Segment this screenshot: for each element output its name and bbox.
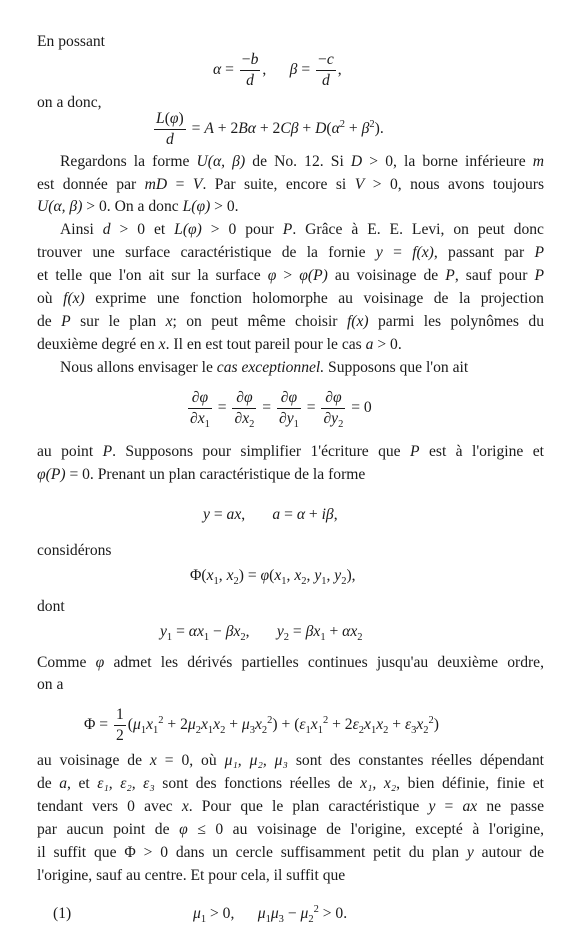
equation-condition: $\mu_1 > 0$, $\mu_1\mu_3 - \mu_2^2 > 0$.: [193, 903, 348, 926]
text-line: dont: [37, 598, 65, 615]
equation-y1-y2: $y_1 = \alpha x_1 - \beta x_2$, $y_2 = \beta x_1 + \alpha x_2$: [160, 623, 363, 644]
equation-partials: $\frac{\partial\varphi}{\partial x_1}$ = $\frac{\partial\varphi}{\partial x_2}$ = $\frac{\partial\varphi}{\partial y_1}$ = $\frac{\partial\varphi}{\partial y_2}$ = 0: [190, 389, 372, 431]
equation-L-phi: $\frac{L(\varphi)}{d}$ = $A + 2B\alpha + 2C\beta + D(\alpha^2 + \beta^2)$.: [156, 110, 384, 148]
text-line: deuxième degré en x. Il en est tout pareil pour le cas a > 0.: [37, 336, 402, 353]
text-line: par aucun point de φ ≤ 0 au voisinage de l'origine, excepté à l'origine,: [37, 821, 545, 838]
text-line: considérons: [37, 542, 112, 559]
text-line: il suffit que Φ > 0 dans un cercle suffisamment petit du plan y autour de: [37, 844, 544, 861]
equation-alpha-beta: α = $\frac{-b}{d}$ , β = $\frac{-c}{d}$ ,: [213, 51, 342, 89]
text-line: on a: [37, 676, 64, 693]
text-line: de a, et ε₁, ε₂, ε₃ sont des fonctions réelles de x₁, x₂, bien définie, finie et: [37, 775, 544, 792]
text-line: tendant vers 0 avec x. Pour que le plan caractéristique y = ax ne passe: [37, 798, 544, 815]
text-line: l'origine, sauf au centre. Et pour cela, il suffit que: [37, 867, 346, 884]
text-line: U(α, β) > 0. On a donc L(φ) > 0.: [37, 198, 239, 215]
equation-plane: y = ax, a = α + iβ,: [203, 506, 338, 523]
equation-Phi-definition: $\Phi(x_1$, $x_2) = \varphi(x_1$, $x_2$, $y_1$, $y_2$),: [190, 567, 356, 588]
text-line: En possant: [37, 33, 106, 50]
text-line: de P sur le plan x; on peut même choisir f(x) parmi les polynômes du: [37, 313, 545, 330]
equation-Phi-expansion: Φ = $\frac{1}{2}$ $(\mu_1x_1^2 + 2\mu_2x_1x_2 + \mu_3x_2^2) + (\varepsilon_1x_1^2 + 2\varepsilon_2x_1x_2 + \varepsilon_3x_2^2)$: [84, 706, 439, 744]
equation-number: (1): [53, 905, 72, 922]
text-line: trouver une surface caractéristique de la fornie y = f(x), passant par P: [37, 244, 545, 261]
text-line: φ(P) = 0. Prenant un plan caractéristique de la forme: [37, 466, 366, 483]
text-line: Comme φ admet les dérivés partielles continues jusqu'au deuxième ordre,: [37, 654, 544, 671]
text-line: Regardons la forme U(α, β) de No. 12. Si D > 0, la borne inférieure m: [60, 153, 544, 170]
text-line: et telle que l'on ait sur la surface φ > φ(P) au voisinage de P, sauf pour P: [37, 267, 544, 284]
text-line: au voisinage de x = 0, où μ₁, μ₂, μ₃ sont des constantes réelles dépendant: [37, 752, 544, 769]
text-line: au point P. Supposons pour simplifier 1'écriture que P est à l'origine et: [37, 443, 544, 460]
text-line: on a donc,: [37, 94, 102, 111]
text-line: est donnée par mD = V. Par suite, encore si V > 0, nous avons toujours: [37, 176, 545, 193]
text-line: Nous allons envisager le cas exceptionnel. Supposons que l'on ait: [60, 359, 469, 376]
text-line: où f(x) exprime une fonction holomorphe au voisinage de la projection: [37, 290, 544, 307]
text-line: Ainsi d > 0 et L(φ) > 0 pour P. Grâce à E. E. Levi, on peut donc: [60, 221, 544, 238]
